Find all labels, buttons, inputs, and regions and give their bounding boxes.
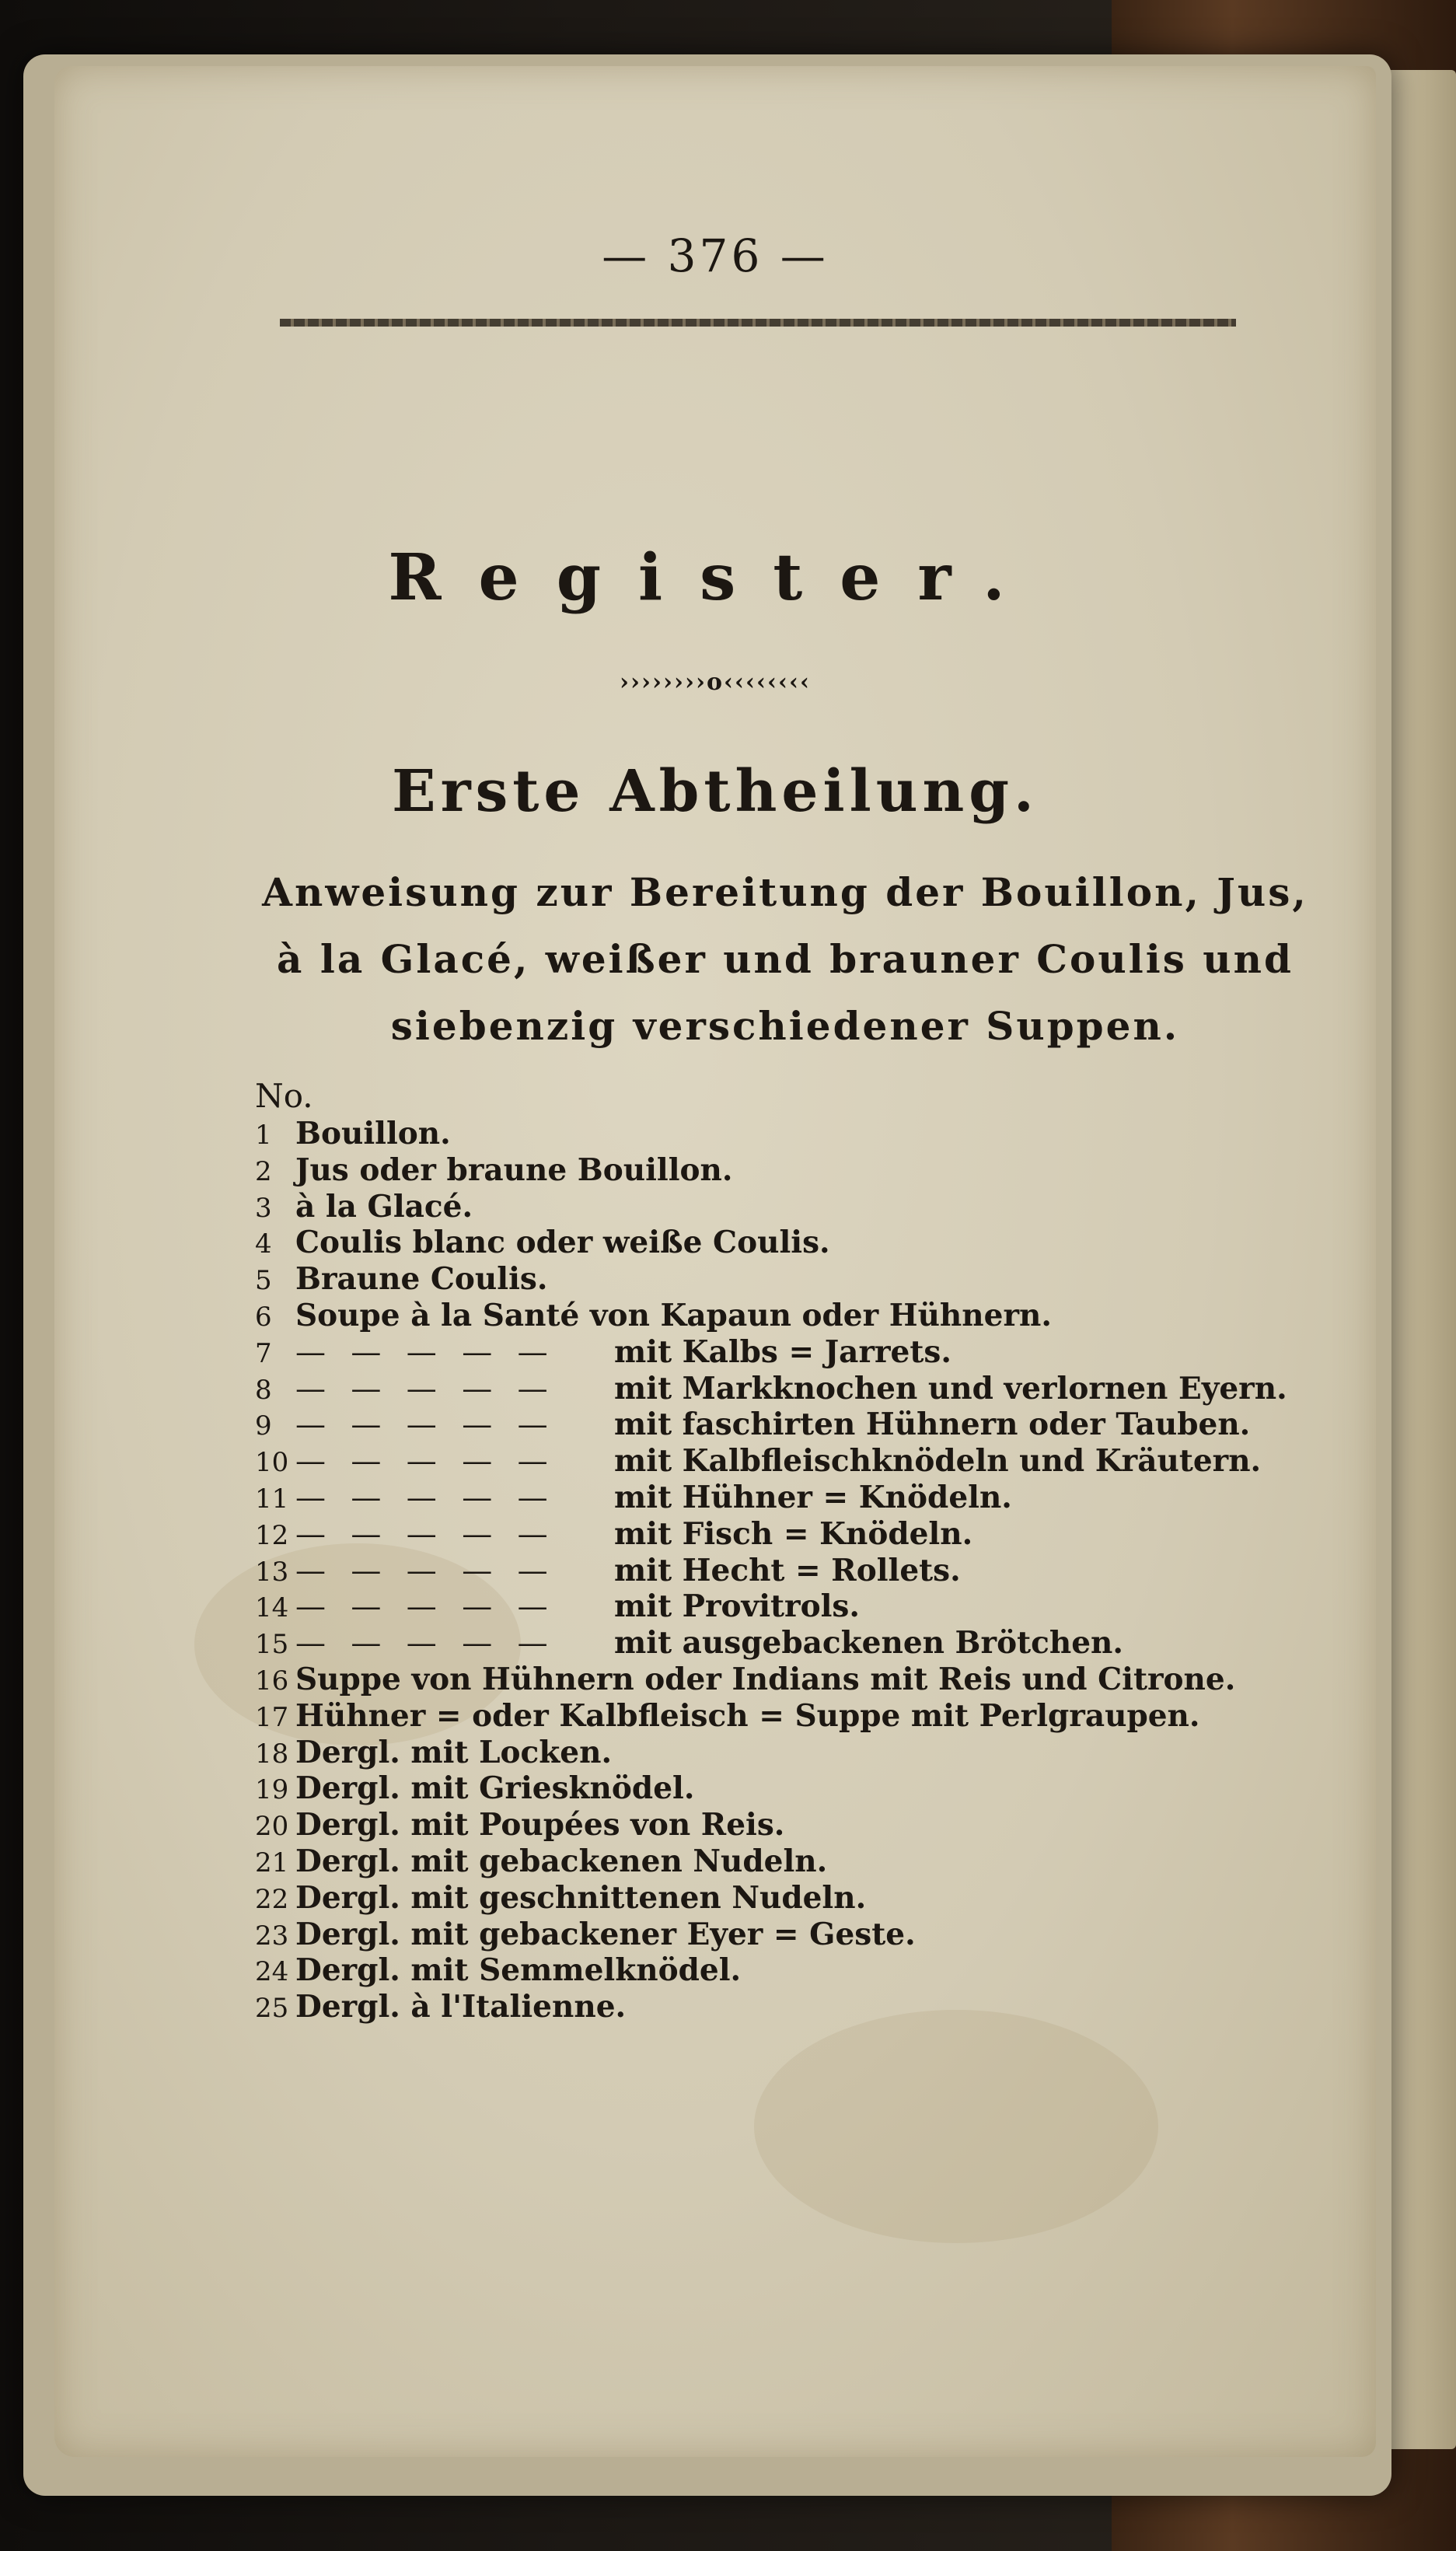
entry-number: 13 (255, 1556, 289, 1588)
entry-text: mit ausgebackenen Brötchen. (614, 1625, 1123, 1662)
ditto-dashes: — — — — — (295, 1407, 556, 1443)
intro-line-1: Anweisung zur Bereitung der Bouillon, Jus, (262, 869, 1308, 915)
entry-text: mit faschirten Hühnern oder Tauben. (614, 1407, 1251, 1443)
entry-number: 17 (255, 1701, 289, 1733)
entry-number: 23 (255, 1920, 289, 1952)
entry-text: Dergl. mit gebackenen Nudeln. (295, 1843, 828, 1879)
entry-number: 22 (255, 1883, 289, 1915)
list-item (255, 1116, 1328, 1152)
entry-number: 14 (255, 1592, 289, 1624)
list-item (255, 1625, 1328, 1662)
entry-number: 7 (255, 1337, 272, 1369)
entry-text: mit Hecht = Rollets. (614, 1552, 961, 1588)
entry-text: Soupe à la Santé von Kapaun oder Hühnern. (295, 1297, 1052, 1333)
entry-text: Bouillon. (295, 1116, 451, 1151)
page-number: — 376 — (602, 229, 829, 282)
entry-text: à la Glacé. (295, 1188, 473, 1225)
ditto-dashes: — — — — — (295, 1553, 556, 1588)
entry-text: mit Markknochen und verlornen Eyern. (614, 1370, 1287, 1407)
ditto-dashes: — — — — — (295, 1480, 556, 1515)
list-item (255, 1298, 1328, 1334)
entry-text: Dergl. mit Semmelknödel. (295, 1952, 742, 1989)
entry-number: 20 (255, 1811, 289, 1843)
list-item (255, 1989, 1328, 2025)
list-item (255, 1261, 1328, 1298)
list-item (255, 1516, 1328, 1553)
ditto-dashes: — — — — — (295, 1516, 556, 1552)
entry-text: Dergl. mit geschnittenen Nudeln. (295, 1879, 867, 1916)
entry-number: 15 (255, 1629, 289, 1661)
entry-text: mit Hühner = Knödeln. (614, 1479, 1012, 1515)
entry-number: 8 (255, 1374, 272, 1406)
list-item (255, 1334, 1328, 1371)
list-item (255, 1952, 1328, 1989)
entry-text: Dergl. à l'Italienne. (295, 1989, 627, 2025)
list-item (255, 1553, 1328, 1589)
entry-text: Hühner = oder Kalbfleisch = Suppe mit Perlgraupen. (295, 1697, 1200, 1734)
entry-number: 6 (255, 1301, 272, 1333)
list-item (255, 1407, 1328, 1443)
header-rule (280, 319, 1236, 327)
list-item (255, 1807, 1328, 1843)
register-list (255, 1116, 1328, 2025)
ditto-dashes: — — — — — (295, 1626, 556, 1662)
intro-line-2: à la Glacé, weißer und brauner Coulis und (277, 936, 1294, 982)
entry-number: 12 (255, 1519, 289, 1551)
entry-number: 5 (255, 1265, 272, 1297)
page (54, 66, 1376, 2457)
ditto-dashes: — — — — — (295, 1444, 556, 1480)
entry-text: Dergl. mit Griesknödel. (295, 1770, 695, 1807)
entry-number: 19 (255, 1774, 289, 1806)
entry-number: 1 (255, 1120, 272, 1151)
entry-text: Suppe von Hühnern oder Indians mit Reis und Citrone. (295, 1661, 1236, 1697)
intro-line-3: siebenzig verschiedener Suppen. (390, 1003, 1180, 1049)
section-heading: Erste Abtheilung. (392, 758, 1039, 825)
page-title: Register. (388, 540, 1042, 615)
list-item (255, 1735, 1328, 1771)
entry-number: 9 (255, 1410, 272, 1442)
entry-number: 18 (255, 1738, 289, 1770)
entry-text: Dergl. mit Locken. (295, 1734, 613, 1770)
entry-text: Braune Coulis. (295, 1261, 548, 1298)
list-item (255, 1917, 1328, 1953)
section-intro (249, 859, 1322, 1060)
entry-number: 10 (255, 1447, 289, 1479)
entry-number: 3 (255, 1192, 272, 1224)
list-item (255, 1880, 1328, 1917)
entry-number: 21 (255, 1847, 289, 1878)
title-ornament: ››››››››o‹‹‹‹‹‹‹‹ (620, 669, 811, 696)
list-item (255, 1698, 1328, 1735)
entry-text: mit Kalbs = Jarrets. (614, 1333, 951, 1370)
ditto-dashes: — — — — — (295, 1371, 556, 1407)
list-item (255, 1189, 1328, 1225)
list-item (255, 1480, 1328, 1516)
ditto-dashes: — — — — — (295, 1589, 556, 1625)
entry-number: 2 (255, 1155, 272, 1187)
entry-number: 16 (255, 1665, 289, 1697)
list-item (255, 1225, 1328, 1261)
entry-text: Dergl. mit Poupées von Reis. (295, 1807, 785, 1843)
entry-text: mit Provitrols. (614, 1588, 860, 1625)
paper-stain (754, 2010, 1158, 2243)
entry-text: mit Kalbfleischknödeln und Kräutern. (614, 1443, 1262, 1480)
entry-text: Coulis blanc oder weiße Coulis. (295, 1225, 830, 1261)
entry-text: Dergl. mit gebackener Eyer = Geste. (295, 1916, 916, 1952)
ditto-dashes: — — — — — (295, 1334, 556, 1370)
list-item (255, 1371, 1328, 1407)
entry-text: mit Fisch = Knödeln. (614, 1515, 973, 1552)
list-item (255, 1843, 1328, 1880)
number-column-label: No. (255, 1077, 313, 1115)
entry-number: 25 (255, 1993, 289, 2025)
entry-number: 4 (255, 1228, 272, 1260)
list-item (255, 1152, 1328, 1189)
list-item (255, 1588, 1328, 1625)
entry-number: 11 (255, 1483, 289, 1515)
list-item (255, 1662, 1328, 1698)
entry-number: 24 (255, 1956, 289, 1988)
list-item (255, 1443, 1328, 1480)
list-item (255, 1770, 1328, 1807)
entry-text: Jus oder braune Bouillon. (295, 1151, 733, 1188)
